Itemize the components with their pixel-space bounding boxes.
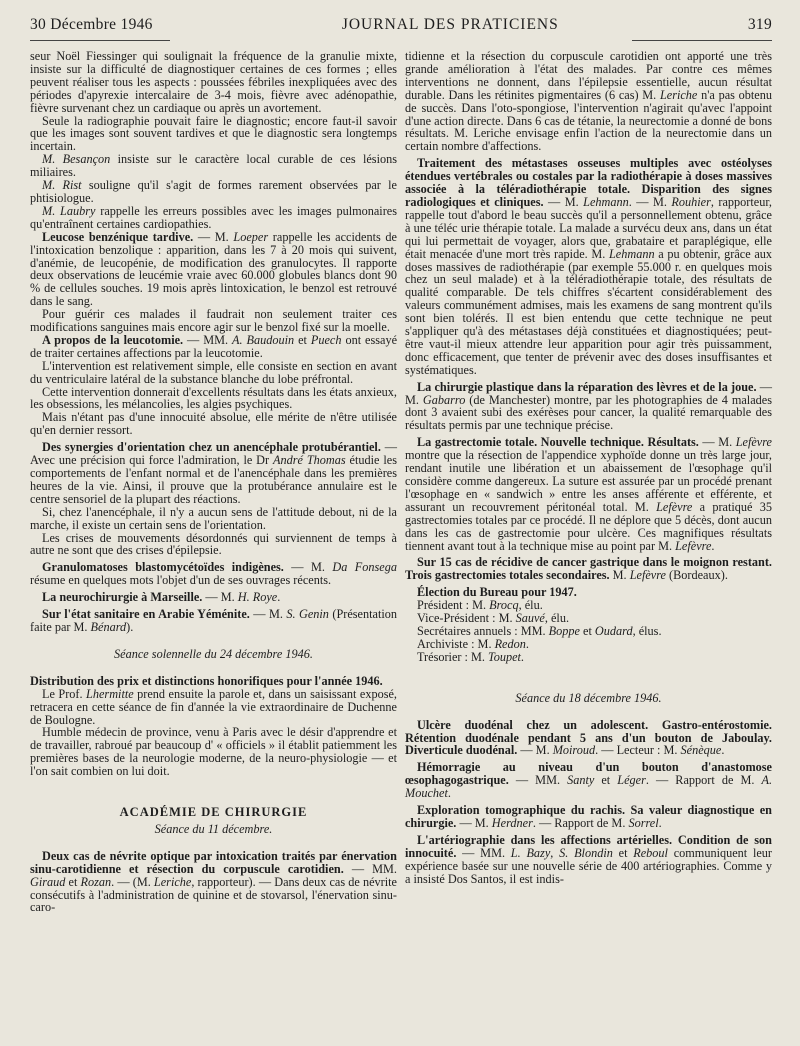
author-name: M. Rist: [42, 178, 82, 193]
header-page-number: 319: [747, 16, 772, 33]
communication-title: La chirurgie plastique dans la réparation des lèvres et de la joue.: [417, 379, 757, 394]
paragraph: Leucose benzénique tardive. — M. Loeper rappelle les accidents de l'intoxication benzolique : apparition, dans les 7 à 20 mois qui suivent, d'anémie, de leucopénie, de modification des granulocytes. Il rapporte deux observations de leucémie vraie avec 60.000 globules blancs dont 90 % de cellules souches. 19 mois après lintoxication, le benzol est retrouvé dans le sang.: [30, 229, 397, 309]
two-column-body: [30, 50, 772, 914]
author-name: L. Bazy: [510, 845, 551, 860]
paragraph: M. Laubry rappelle les erreurs possibles avec les images pulmonaires qu'entraînent certaines cardiopathies.: [30, 203, 397, 231]
session-heading: Séance du 11 décembre.: [154, 821, 273, 836]
paragraph: La chirurgie plastique dans la réparation des lèvres et de la joue. — M. Gabarro (de Manchester) montre, par les photographies de 4 malades dont 3 avaient subi des exérèses pour cancer, la qualité remarquable des résultats permis par une technique précise.: [405, 379, 772, 433]
author-name: Gabarro: [422, 392, 466, 407]
author-name: M. Laubry: [42, 203, 96, 218]
paragraph: Traitement des métastases osseuses multiples avec ostéolyses étendues vertébrales ou costales par la radiothérapie à doses massives associée à la téléradiothérapie totale. Disparition des signes radiologiques et cliniques. — M. Lehmann. — M. Rouhier, rapporteur, rappelle tout d'abord le beau succès qu'il a personnellement obtenu, grâce à une téléc urie thérapie totale. La malade a survécu deux ans, dans un état qui lui permettait de voyager, alors que, grabataire et paraplégique, elle était menacée d'une mort très rapide. M. Lehmann a pu obtenir, grâce aux doses massives de radiothérapie (par exemple 55.000 r. en quelques mois chez un seul malade) et à la téléradiothérapie totale, des résultats de qualité comparable. De tels chiffres s'écartent considérablement des valeurs communément admises, mais les examens de sang montrent qu'ils sont bien tolérés. Il est bien entendu que cette technique ne peut s'appliquer qu'à des métastases déjà constituées et diagnostiquées; peut-être vaut-il mieux attendre leur apparition pour agir très puissamment, donc efficacement, que tenter de prévenir avec des doses insuffisantes et systématiques.: [405, 156, 773, 377]
author-name: Rozan: [80, 874, 112, 889]
paragraph: La neurochirurgie à Marseille. — M. H. Roye.: [42, 590, 281, 605]
communication-title: A propos de la leucotomie.: [42, 332, 184, 347]
author-name: A. Baudouin: [232, 332, 295, 347]
paragraph: Seule la radiographie pouvait faire le diagnostic; encore faut-il savoir que les images sont souvent tardives et que le diagnostic sera longtemps incertain.: [30, 113, 397, 154]
header-journal-title: JOURNAL DES PRATICIENS: [341, 16, 559, 33]
paragraph: Exploration tomographique du rachis. Sa valeur diagnostique en chirurgie. — M. Herdner. — Rapport de M. Sorrel.: [405, 803, 772, 830]
header-rules: [30, 38, 772, 41]
author-name: Herdner: [491, 815, 533, 830]
author-name: Lehmann: [583, 194, 629, 209]
list-item: Président : M. Brocq, élu.: [417, 598, 543, 613]
paragraph: Le Prof. Lhermitte prend ensuite la parole et, dans un saisissant exposé, retracera en cette séance de fin d'année la vie extraordinaire de Duchenne de Boulogne.: [30, 686, 397, 727]
author-name: S. Genin: [286, 607, 329, 622]
right-column: [405, 50, 772, 914]
paragraph: Humble médecin de province, venu à Paris avec le désir d'apprendre et de travailler, rabroué par beaucoup d' « officiels » il établit patiemment les premières bases de la neurologie moderne, de la neuro-physiologie — et l'on sait combien on lui doit.: [30, 725, 397, 779]
communication-title: Distribution des prix et distinctions honorifiques pour l'année 1946.: [30, 673, 383, 688]
author-name: Léger: [617, 773, 646, 788]
list-item: Secrétaires annuels : MM. Boppe et Oudard, élus.: [417, 623, 662, 638]
paragraph: L'intervention est relativement simple, elle consiste en section en avant du ventriculaire latéral de la substance blanche du lobe préfrontal.: [30, 358, 397, 386]
paragraph: Mais n'étant pas d'une innocuité absolue, elle mérite de n'être utilisée qu'en dernier ressort.: [30, 410, 397, 438]
communication-title: Sur 15 cas de récidive de cancer gastrique dans le moignon restant. Trois gastrectomies totales secondaires.: [405, 555, 772, 583]
author-name: Leriche: [153, 874, 192, 889]
author-name: Lhermitte: [86, 686, 134, 701]
election-heading: Élection du Bureau pour 1947.: [417, 585, 577, 600]
author-name: Da Fonsega: [332, 560, 397, 575]
communication-title: Traitement des métastases osseuses multiples avec ostéolyses étendues vertébrales ou costales par la radiothérapie à doses massives associée à la téléradiothérapie totale. Disparition des signes radiologiques et cliniques.: [405, 156, 772, 209]
paragraph: Cette intervention donnerait d'excellents résultats dans les états anxieux, les obsessions, les mélancolies, les algies psychiques.: [30, 384, 397, 412]
paragraph: Des synergies d'orientation chez un anencéphale protubérantiel. — Avec une précision qui force l'admiration, le Dr André Thomas étudie les comportements de l'enfant normal et de l'anencéphale dans les premières heures de la vie. Ainsi, il prouve que la protubérance annulaire est le centre sensoriel de la plupart des réactions.: [30, 440, 397, 506]
author-name: Leriche: [659, 87, 698, 102]
session-heading: Séance du 18 décembre 1946.: [515, 690, 662, 705]
paragraph: Ulcère duodénal chez un adolescent. Gastro-entérostomie. Rétention duodénale pendant 5 ans d'un bouton de Jaboulay. Diverticule duodénal. — M. Moiroud. — Lecteur : M. Sénèque.: [405, 717, 772, 758]
election-list: [405, 599, 772, 664]
paragraph: Hémorragie au niveau d'un bouton d'anastomose œsophagogastrique. — MM. Santy et Léger. — Rapport de M. A. Mouchet.: [405, 760, 773, 801]
author-name: Moiroud: [552, 743, 596, 758]
communication-title: Des synergies d'orientation chez un anencéphale protubérantiel.: [42, 440, 381, 455]
author-name: S. Blondin: [559, 845, 613, 860]
author-name: Lefèvre: [629, 568, 666, 583]
author-name: M. Besançon: [42, 152, 111, 167]
list-item: Archiviste : M. Redon.: [417, 636, 529, 651]
author-name: H. Roye: [237, 590, 278, 605]
author-name: A. Mouchet: [405, 773, 773, 801]
paragraph: L'artériographie dans les affections artérielles. Condition de son innocuité. — MM. L. Bazy, S. Blondin et Reboul communiquent leur expérience basée sur une nouvelle série de 400 artériographies. Comme y a insisté Dos Santos, il est indis-: [405, 832, 773, 886]
author-name: Rouhier: [671, 194, 711, 209]
paragraph: M. Besançon insiste sur le caractère local curable de ces lésions miliaires.: [30, 152, 397, 180]
section-heading: ACADÉMIE DE CHIRURGIE: [119, 805, 308, 820]
author-name: Giraud: [30, 874, 66, 889]
author-name: Loeper: [233, 229, 269, 244]
paragraph: Sur 15 cas de récidive de cancer gastrique dans le moignon restant. Trois gastrectomies totales secondaires. M. Lefèvre (Bordeaux).: [405, 555, 772, 583]
author-name: Lehmann: [608, 246, 655, 261]
communication-title: Deux cas de névrite optique par intoxication traités par énervation sinu-carotidienne et résection du corpuscule carotidien.: [30, 848, 397, 876]
author-name: Lefèvre: [735, 435, 772, 450]
author-name: Sorrel: [628, 815, 659, 830]
paragraph: tidienne et la résection du corpuscule carotidien ont apporté une très grande amélioration à l'état des malades. Par contre ces mêmes interventions ne donnent, dans l'épilepsie essentielle, aucun résultat durable. Dans les rétinites pigmentaires (6 cas) M. Leriche n'a pas obtenu de succès. Dans l'oto-spongiose, l'intervention n'agirait qu'avec l'appoint d'une action directe. Dans 6 cas de tétanie, la neurectomie a donné de bons résultats. M. Leriche envisage enfin l'action de la neurectomie dans un certain nombre d'affections.: [405, 49, 772, 154]
author-name: Santy: [567, 773, 595, 788]
communication-title: Hémorragie au niveau d'un bouton d'anastomose œsophagogastrique.: [405, 760, 772, 788]
communication-title: Granulomatoses blastomycétoïdes indigènes.: [42, 560, 284, 575]
paragraph: A propos de la leucotomie. — MM. A. Baudouin et Puech ont essayé de traiter certaines affections par la leucotomie.: [30, 332, 398, 360]
author-name: Puech: [310, 332, 342, 347]
communication-title: L'artériographie dans les affections artérielles. Condition de son innocuité.: [405, 832, 772, 860]
header-date: 30 Décembre 1946: [30, 16, 153, 33]
left-column: [30, 50, 397, 914]
author-name: Reboul: [633, 845, 668, 860]
communication-title: Ulcère duodénal chez un adolescent. Gastro-entérostomie. Rétention duodénale pendant 5 ans d'un bouton de Jaboulay. Diverticule duodénal.: [405, 717, 772, 758]
session-heading: Séance solennelle du 24 décembre 1946.: [114, 646, 313, 661]
communication-title: Leucose benzénique tardive.: [42, 229, 194, 244]
list-item: Vice-Président : M. Sauvé, élu.: [417, 611, 570, 626]
paragraph: Sur l'état sanitaire en Arabie Yéménite. — M. S. Genin (Présentation faite par M. Bénard).: [30, 607, 397, 634]
author-name: Lefèvre: [656, 499, 693, 514]
communication-title: Exploration tomographique du rachis. Sa valeur diagnostique en chirurgie.: [405, 803, 772, 830]
header-rule-right: [632, 40, 772, 41]
paragraph: Pour guérir ces malades il faudrait non seulement traiter ces modifications sanguines mais encore agir sur le benzol fixé sur la moelle.: [30, 307, 397, 335]
paragraph: La gastrectomie totale. Nouvelle technique. Résultats. — M. Lefèvre montre que la résection de l'appendice xyphoïde donne un très large jour, rendant inutile une libération et un abaissement de l'œsophage qu'il considère comme dangereux. La suture est assurée par un procédé prenant l'œsophage en « sandwich » entre les anses afférente et efférente, et assurant un recouvrement péritonéal total. M. Lefèvre a pratiqué 35 gastrectomies totales par ce procédé. Il ne déplore que 5 décès, dont aucun dans les cas de gastrectomie pour ulcère. Ces magnifiques résultats tiennent avant tout à la technique mise au point par M. Lefèvre.: [405, 435, 772, 553]
author-name: Lefèvre: [675, 538, 712, 553]
communication-title: La gastrectomie totale. Nouvelle technique. Résultats.: [417, 435, 699, 450]
paragraph: Deux cas de névrite optique par intoxication traités par énervation sinu-carotidienne et résection du corpuscule carotidien. — MM. Giraud et Rozan. — (M. Leriche, rapporteur). — Dans deux cas de névrite consécutifs à l'administration de quinine et de stovarsol, l'énervation sinu-caro-: [30, 848, 397, 915]
running-head: [30, 16, 772, 38]
header-rule-left: [30, 40, 170, 41]
paragraph: M. Rist souligne qu'il s'agit de formes rarement observées par le phtisiologue.: [30, 178, 397, 205]
communication-title: La neurochirurgie à Marseille.: [42, 590, 203, 605]
list-item: Trésorier : M. Toupet.: [417, 649, 524, 664]
communication-title: Sur l'état sanitaire en Arabie Yéménite.: [42, 607, 250, 622]
paragraph: Si, chez l'anencéphale, il n'y a aucun sens de l'attitude debout, ni de la marche, il existe un certain sens de l'orientation.: [30, 504, 397, 532]
paragraph: Granulomatoses blastomycétoïdes indigènes. — M. Da Fonsega résume en quelques mots l'objet d'un de ses ouvrages récents.: [30, 560, 397, 588]
author-name: Bénard: [90, 619, 127, 634]
author-name: André Thomas: [273, 453, 346, 468]
paragraph: Les crises de mouvements désordonnés qui surviennent de temps à autre ne sont que des crises d'épilepsie.: [30, 530, 397, 558]
author-name: Sénèque: [680, 743, 722, 758]
paragraph: seur Noël Fiessinger qui soulignait la fréquence de la granulie mixte, insiste sur la difficulté de diagnostiquer certaines de ces formes ; elles peuvent réaliser tous les aspects : poussées fébriles inexpliquées avec des périodes d'apyrexie intercalaire de 3-4 mois, fièvre avec adénopathie, fièvre survenant chez un cardiaque ou après un avortement.: [30, 49, 397, 115]
